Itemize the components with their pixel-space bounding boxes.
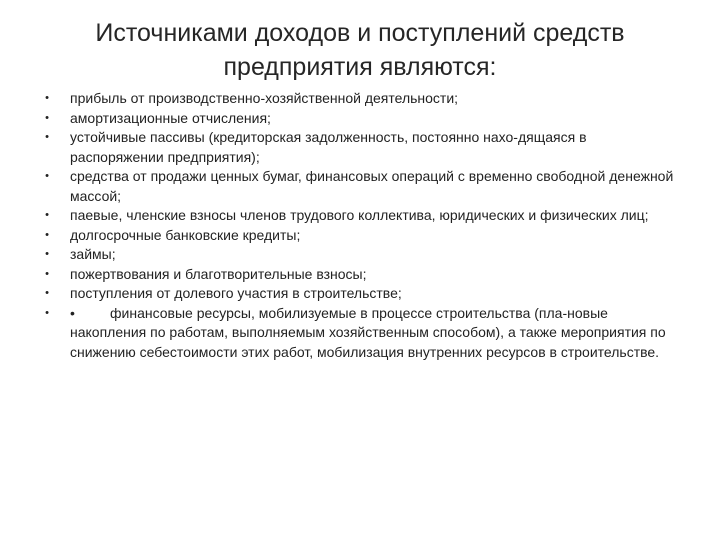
list-item-text: устойчивые пассивы (кредиторская задолженность, постоянно нахо-дящаяся в распоряжении предприятия); <box>70 129 587 165</box>
list-item-text: амортизационные отчисления; <box>70 109 271 126</box>
bullet-icon: • <box>45 267 49 280</box>
list-item-text-wrapper <box>70 304 682 363</box>
income-sources-list <box>42 89 682 362</box>
list-item-text: займы; <box>70 246 116 262</box>
list-item-text: прибыль от производственно-хозяйственной деятельности; <box>70 90 459 106</box>
bullet-icon: • <box>45 209 49 221</box>
list-item-text: финансовые ресурсы, мобилизуемые в процессе строительства (пла-новые накопления по работам, выполняемым хозяйственным способом), а также мероприятия по снижению себестоимости этих работ, мобилизация внутренних ресурсов в строительстве. <box>70 304 666 360</box>
list-item <box>42 304 682 363</box>
list-item-text: паевые, членские взносы членов трудового коллектива, юридических и физических лиц; <box>70 207 649 223</box>
bullet-icon: • <box>45 170 49 182</box>
inner-bullet-icon: • <box>70 304 75 321</box>
slide-title <box>60 16 660 84</box>
bullet-icon: • <box>45 92 49 104</box>
bullet-icon: • <box>45 228 49 241</box>
bullet-icon: • <box>45 111 49 124</box>
list-item <box>42 226 682 246</box>
list-item-text: поступления от долевого участия в строительстве; <box>70 285 402 301</box>
bullet-icon: • <box>45 131 49 143</box>
list-item <box>42 284 682 304</box>
slide-title-line-2: предприятия являются: <box>223 53 497 81</box>
list-item <box>42 206 682 226</box>
list-item-text: средства от продажи ценных бумаг, финансовых операций с временно свободной денежной массой; <box>70 168 674 204</box>
list-item <box>42 128 682 167</box>
bullet-icon: • <box>45 287 49 299</box>
bullet-icon: • <box>45 306 49 319</box>
list-item-text: долгосрочные банковские кредиты; <box>70 226 301 243</box>
list-item <box>42 109 682 129</box>
list-item <box>42 89 682 109</box>
list-item <box>42 245 682 265</box>
list-item-text: пожертвования и благотворительные взносы; <box>70 265 367 282</box>
bullet-icon: • <box>45 248 49 260</box>
slide-title-line-1: Источниками доходов и поступлений средств <box>95 19 625 47</box>
list-item <box>42 167 682 206</box>
list-item <box>42 265 682 285</box>
